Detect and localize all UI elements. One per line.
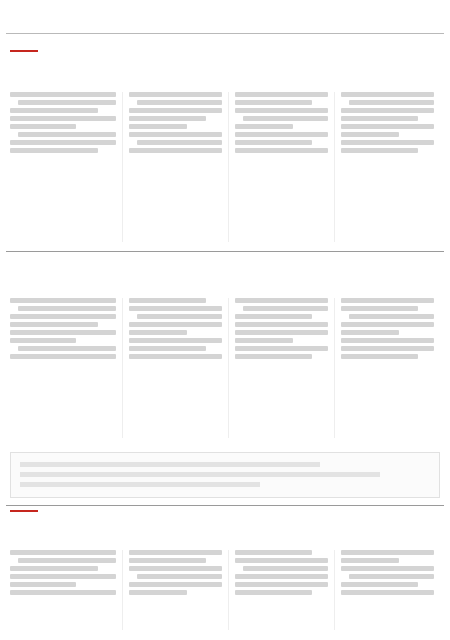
text-line-placeholder [341,140,434,145]
text-line-placeholder [20,472,380,477]
text-line-placeholder [243,566,328,571]
text-line-placeholder [18,132,116,137]
text-line-placeholder [129,338,222,343]
article-column [122,298,228,438]
text-line-placeholder [10,338,76,343]
text-line-placeholder [341,590,434,595]
text-line-placeholder [235,298,328,303]
text-line-placeholder [235,322,328,327]
text-line-placeholder [235,132,328,137]
section-divider [6,251,444,252]
article-column [228,298,334,438]
text-line-placeholder [235,346,328,351]
text-line-placeholder [341,116,418,121]
article-column [122,92,228,242]
text-line-placeholder [235,148,328,153]
article-1 [10,52,440,248]
article-column [228,92,334,242]
text-line-placeholder [129,566,222,571]
text-line-placeholder [341,566,434,571]
article-3 [10,512,440,636]
text-line-placeholder [10,108,98,113]
article-column [334,298,440,438]
text-line-placeholder [137,314,222,319]
article-kicker [10,52,440,63]
article-2 [10,258,440,444]
text-line-placeholder [10,298,116,303]
article-kicker [10,258,440,269]
text-line-placeholder [235,590,312,595]
notice-block [10,452,440,498]
section-divider [6,505,444,506]
text-line-placeholder [341,582,418,587]
article-headline [10,64,440,86]
text-line-placeholder [129,590,187,595]
text-line-placeholder [349,574,434,579]
text-line-placeholder [341,306,418,311]
text-line-placeholder [243,306,328,311]
text-line-placeholder [129,298,206,303]
masthead-rule [6,33,444,34]
text-line-placeholder [129,330,187,335]
text-line-placeholder [235,354,312,359]
text-line-placeholder [10,590,116,595]
text-line-placeholder [341,132,399,137]
article-headline [10,524,440,546]
text-line-placeholder [10,140,116,145]
text-line-placeholder [10,322,98,327]
text-line-placeholder [18,306,116,311]
text-line-placeholder [129,322,222,327]
text-line-placeholder [10,116,116,121]
text-line-placeholder [341,148,418,153]
text-line-placeholder [10,330,116,335]
text-line-placeholder [235,574,328,579]
text-line-placeholder [18,346,116,351]
masthead [6,4,444,32]
text-line-placeholder [349,100,434,105]
article-body [10,298,440,438]
article-kicker [10,512,440,523]
text-line-placeholder [129,346,206,351]
text-line-placeholder [341,92,434,97]
article-column [10,92,122,242]
text-line-placeholder [137,574,222,579]
text-line-placeholder [235,330,328,335]
text-line-placeholder [341,108,434,113]
text-line-placeholder [129,582,222,587]
text-line-placeholder [129,92,222,97]
article-headline [10,270,440,292]
text-line-placeholder [10,354,116,359]
masthead-meta [0,36,450,45]
text-line-placeholder [341,338,434,343]
text-line-placeholder [341,354,418,359]
text-line-placeholder [129,108,222,113]
text-line-placeholder [18,558,116,563]
text-line-placeholder [10,148,98,153]
text-line-placeholder [235,92,328,97]
text-line-placeholder [137,140,222,145]
text-line-placeholder [10,124,76,129]
article-column [122,550,228,630]
text-line-placeholder [235,338,293,343]
text-line-placeholder [235,314,312,319]
text-line-placeholder [243,116,328,121]
text-line-placeholder [10,574,116,579]
text-line-placeholder [235,550,312,555]
text-line-placeholder [341,322,434,327]
text-line-placeholder [235,108,328,113]
text-line-placeholder [235,140,312,145]
text-line-placeholder [341,124,434,129]
article-column [10,550,122,630]
text-line-placeholder [129,132,222,137]
text-line-placeholder [18,100,116,105]
text-line-placeholder [341,346,434,351]
text-line-placeholder [10,566,98,571]
text-line-placeholder [349,314,434,319]
text-line-placeholder [137,100,222,105]
text-line-placeholder [235,124,293,129]
article-column [10,298,122,438]
text-line-placeholder [10,582,76,587]
article-body [10,550,440,630]
text-line-placeholder [235,100,312,105]
article-column [228,550,334,630]
text-line-placeholder [341,558,399,563]
text-line-placeholder [129,124,187,129]
text-line-placeholder [10,550,116,555]
text-line-placeholder [129,558,206,563]
text-line-placeholder [129,306,222,311]
text-line-placeholder [341,298,434,303]
text-line-placeholder [341,550,434,555]
text-line-placeholder [20,462,320,467]
text-line-placeholder [129,550,222,555]
article-body [10,92,440,242]
text-line-placeholder [10,314,116,319]
text-line-placeholder [20,482,260,487]
article-column [334,550,440,630]
text-line-placeholder [10,92,116,97]
text-line-placeholder [341,330,399,335]
text-line-placeholder [129,354,222,359]
text-line-placeholder [129,116,206,121]
article-column [334,92,440,242]
text-line-placeholder [129,148,222,153]
text-line-placeholder [235,582,328,587]
text-line-placeholder [235,558,328,563]
